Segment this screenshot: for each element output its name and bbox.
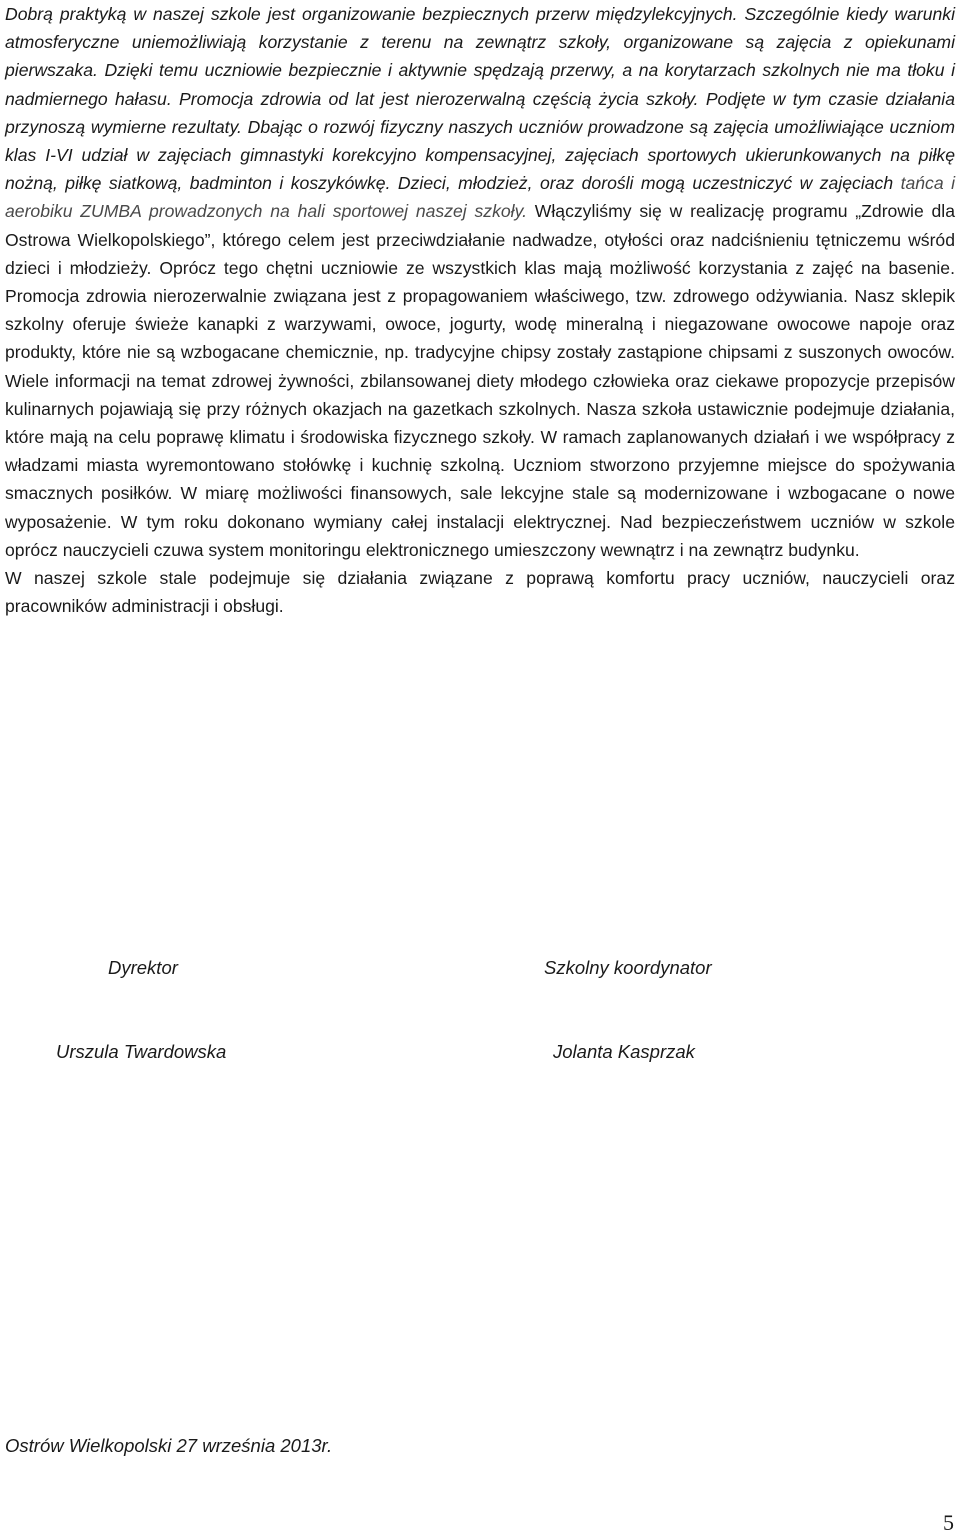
- signature-name-director: Urszula Twardowska: [56, 1041, 227, 1062]
- paragraph-breaks-section: Dobrą praktyką w naszej szkole jest organizowanie bezpiecznych przerw międzylekcyjnych. Szczególnie kiedy warunki atmosferyczne uniemożliwiają korzystanie z terenu na zewnątrz szkoły, organizowane są zajęcia z opiekunami pierwszaka. Dzięki temu uczniowie bezpiecznie i aktywnie spędzają przerwy, a na korytarzach szkolnych nie ma tłoku i nadmiernego hałasu.: [5, 4, 955, 109]
- document-page: [5, 0, 955, 620]
- body-paragraph-1: [5, 0, 955, 564]
- signature-name-coordinator: Jolanta Kasprzak: [553, 1041, 695, 1062]
- signature-role-director: Dyrektor: [108, 957, 178, 978]
- body-paragraph-2: W naszej szkole stale podejmuje się działania związane z poprawą komfortu pracy uczniów, nauczycieli oraz pracowników administracji i obsługi.: [5, 568, 955, 617]
- paragraph-zumba: tańca i aerobiku ZUMBA prowadzonych na hali sportowej naszej szkoły.: [5, 173, 955, 222]
- paragraph-health-intro: Promocja zdrowia od lat jest nierozerwalną częścią życia szkoły. Podjęte w tym czasie działania przynoszą wymierne rezultaty. Dbając o rozwój fizyczny naszych uczniów prowadzone są zajęcia umożliwiające uczniom klas I-VI udział w zajęciach gimnastyki korekcyjno kompensacyjnej, zajęciach sportowych ukierunkowanych na piłkę nożną, piłkę siatkową, badminton i koszykówkę. Dzieci, młodzież, oraz dorośli mogą uczestniczyć w zajęciach: [5, 88, 956, 194]
- paragraph-health-program: Włączyliśmy się w realizację programu „Zdrowie dla Ostrowa Wielkopolskiego”, którego celem jest przeciwdziałanie nadwadze, otyłości oraz nadciśnieniu tętniczemu wśród dzieci i młodzieży. Oprócz tego chętni uczniowie ze wszystkich klas mają możliwość korzystania z zajęć na basenie. Promocja zdrowia nierozerwalnie związana jest z propagowaniem właściwego, tzw. zdrowego odżywiania. Nasz sklepik szkolny oferuje świeże kanapki z warzywami, owoce, jogurty, wodę mineralną i niegazowane owocowe napoje oraz produkty, które nie są wzbogacane chemicznie, np. tradycyjne chipsy zostały zastąpione chipsami z suszonych owoców. Wiele informacji na temat zdrowej żywności, zbilansowanej diety młodego człowieka oraz ciekawe propozycje przepisów kulinarnych pojawiają się przy różnych okazjach na gazetkach szkolnych. Nasza szkoła ustawicznie podejmuje działania, które mają na celu poprawę klimatu i środowiska fizycznego szkoły. W ramach zaplanowanych działań i we współpracy z władzami miasta wyremontowano stołówkę i kuchnię szkolną. Uczniom stworzono przyjemne miejsce do spożywania smacznych posiłków. W miarę możliwości finansowych, sale lekcyjne stale są modernizowane i wzbogacane o nowe wyposażenie. W tym roku dokonano wymiany całej instalacji elektrycznej. Nad bezpieczeństwem uczniów w szkole oprócz nauczycieli czuwa system monitoringu elektronicznego umieszczony wewnątrz i na zewnątrz budynku.: [5, 201, 956, 560]
- signature-role-coordinator: Szkolny koordynator: [544, 957, 712, 978]
- page-number: 5: [943, 1510, 954, 1535]
- place-and-date: Ostrów Wielkopolski 27 września 2013r.: [5, 1435, 333, 1456]
